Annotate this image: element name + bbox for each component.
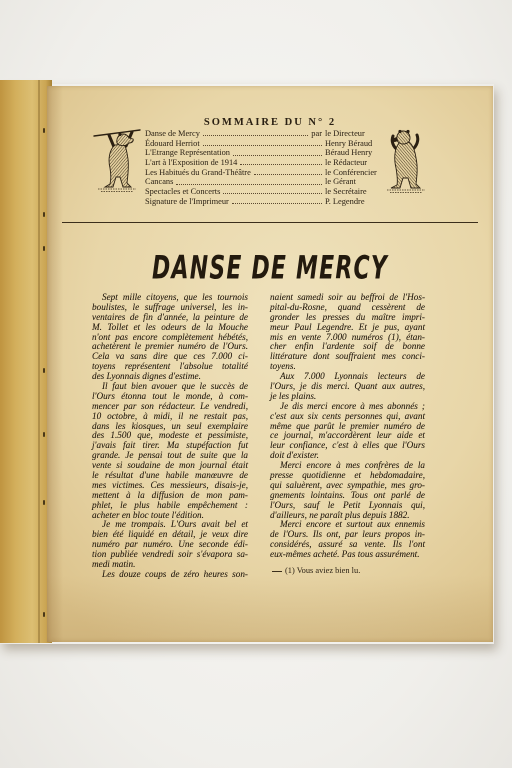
- article-paragraph: [92, 520, 248, 569]
- sommaire-entry-title: Cancans: [145, 177, 174, 187]
- sommaire-list: [145, 129, 382, 207]
- dot-leader: [223, 193, 322, 194]
- text-line: gnements lointains. Tous ont parlé de: [270, 489, 425, 500]
- text-line: leur confiance, c'est à elles que l'Ours: [270, 440, 425, 451]
- text-line: pital-du-Rosne, quand cessèrent de: [270, 301, 425, 312]
- text-line: bien été liquidé en détail, je veux dire: [92, 529, 248, 540]
- dot-leader: [203, 145, 322, 146]
- text-line: Il faut bien avouer que le succès de: [102, 381, 248, 392]
- sommaire-entry: [145, 148, 382, 158]
- binding-stitch: [43, 500, 45, 505]
- text-line: M. Tollet et les odeurs de la Mouche: [92, 321, 248, 332]
- text-line: des 1.500 que, modeste et pessimiste,: [92, 430, 248, 441]
- sommaire-entry-author: Béraud Henry: [325, 148, 373, 158]
- text-line: vente si soudaine de mon journal était: [92, 460, 248, 471]
- magazine-page: [47, 86, 493, 642]
- sommaire-entry: [145, 168, 382, 178]
- text-line: doit d'exister.: [270, 450, 319, 461]
- sommaire-entry: [145, 139, 382, 149]
- sommaire-entry: [145, 177, 382, 187]
- text-line: ventaires de fin d'année, la peinture de: [92, 311, 248, 322]
- text-line: l'Ours, je dis merci. Quant aux autres,: [270, 381, 425, 392]
- sommaire-entry-title: Les Habitués du Grand-Théâtre: [145, 167, 251, 177]
- sommaire-entry-author: le Gérant: [325, 177, 356, 187]
- section-divider: [62, 222, 478, 223]
- sommaire-entry-title: Spectacles et Concerts: [145, 187, 221, 197]
- text-line: toyens représentent l'absolue totalité: [92, 361, 248, 372]
- cover-fold: [38, 80, 40, 643]
- text-line: tion publiée vendredi soir s'évapora sa-: [92, 549, 248, 560]
- text-line: littérature dont souffraient mes conci-: [270, 351, 425, 362]
- standing-bear-icon: [383, 126, 429, 194]
- text-line: Aux 7.000 Lyonnais lecteurs de: [280, 371, 425, 382]
- sommaire-entry-title: L'art à l'Exposition de 1914: [145, 158, 238, 168]
- sommaire-entry-title: Édouard Herriot: [145, 138, 200, 148]
- sommaire-entry-author: P. Legendre: [325, 196, 365, 206]
- text-line: des Lyonnais dignes d'estime.: [92, 371, 201, 382]
- text-line: l'Ours, sauf le Petit Lyonnais qui,: [270, 499, 425, 510]
- binding-stitch: [43, 612, 45, 617]
- text-line: cher enfin l'ardente soif de bonne: [270, 341, 425, 352]
- article-paragraph: [270, 293, 425, 372]
- text-line: boulistes, le suffrage universel, les in-: [92, 301, 248, 312]
- text-line: dans les kiosques, un seul exemplaire: [92, 420, 248, 431]
- sommaire-entry-prefix: par: [311, 128, 322, 138]
- article-paragraph: [92, 570, 248, 580]
- article-title: DANSE DE MERCY: [152, 251, 388, 288]
- text-line: presse quotidienne et hebdomadaire,: [270, 470, 425, 481]
- sommaire-entry-author: Henry Béraud: [325, 138, 373, 148]
- text-line: même que parût le premier numéro de: [270, 420, 425, 431]
- sommaire-heading: SOMMAIRE DU N° 2: [203, 117, 337, 128]
- article-paragraph: [92, 293, 248, 382]
- text-line: Cela va sans dire que ces 7.000 ci-: [92, 351, 248, 362]
- text-line: mes victimes. Ces messieurs, disais-je,: [92, 479, 248, 490]
- text-line: considérés, assuré sa vente. Ils l'ont: [270, 539, 425, 550]
- text-line: n'ont pas encore complètement hébétés,: [92, 331, 248, 342]
- text-line: Sept mille citoyens, que les tournois: [102, 292, 248, 302]
- text-line: phlet, le plus habile empêchement :: [92, 499, 248, 510]
- text-line: le résultat d'une habile manœuvre de: [92, 470, 248, 481]
- sommaire-entry: [145, 187, 382, 197]
- sommaire-entry-title: L'Etrange Représentation: [145, 148, 230, 158]
- sommaire-entry-author: le Rédacteur: [325, 158, 368, 168]
- text-line: qui saluèrent, avec sympathie, mes gro-: [270, 479, 425, 490]
- text-line: Merci encore et surtout aux ennemis: [280, 519, 425, 530]
- footnote-rule: [272, 571, 282, 572]
- binding-stitch: [43, 246, 45, 251]
- binding-stitch: [43, 368, 45, 373]
- bear-with-staff-icon: [92, 127, 142, 193]
- text-line: d'ailleurs, ne paraît plus depuis 1882.: [270, 509, 410, 520]
- text-line: mis en vente 7.000 numéros (1), étan-: [270, 331, 425, 342]
- sommaire-entry: [145, 158, 382, 168]
- text-line: toyens.: [270, 361, 296, 372]
- text-line: c'est aux six cents personnes qui, avant: [270, 410, 425, 421]
- dot-leader: [176, 184, 322, 185]
- text-line: l'Ours étonna tout le monde, à com-: [92, 390, 248, 401]
- article-paragraph: [92, 382, 248, 520]
- dot-leader: [233, 155, 322, 156]
- article-paragraph: [270, 372, 425, 402]
- article-column-2: [270, 293, 425, 560]
- dot-leader: [203, 135, 308, 136]
- text-line: medi matin.: [92, 559, 136, 570]
- text-line: naient samedi soir au beffroi de l'Hos-: [270, 292, 425, 302]
- dot-leader: [254, 174, 322, 175]
- text-line: Je dis merci encore à mes abonnés ;: [280, 400, 425, 411]
- text-line: j'avais fait tirer. Ma stupéfaction fut: [92, 440, 248, 451]
- text-line: mencer par son rédacteur. Le vendredi,: [92, 400, 248, 411]
- text-line: eux-mêmes acheté. Pas tous assurément.: [270, 549, 420, 560]
- footnote: (1) Vous aviez bien lu.: [285, 566, 361, 575]
- binding-stitch: [43, 128, 45, 133]
- text-line: numéro par numéro. Une seconde édi-: [92, 539, 248, 550]
- sommaire-entry-author: le Directeur: [325, 128, 365, 138]
- article-paragraph: [270, 520, 425, 560]
- article-paragraph: [270, 461, 425, 520]
- text-line: de l'Ours. Ils ont, par leurs propos in-: [270, 529, 425, 540]
- text-line: achetèrent le premier numéro de l'Ours.: [92, 341, 248, 352]
- booklet-cover-edge: [0, 80, 52, 643]
- sommaire-entry: [145, 129, 382, 139]
- text-line: 10 octobre, à midi, il ne restait pas,: [92, 410, 248, 421]
- text-line: meur Paul Legendre. Et je pus, ayant: [270, 321, 425, 332]
- text-line: grande. Je pensai tout de suite que la: [92, 450, 248, 461]
- text-line: mettent à la diffusion de mon pam-: [92, 489, 248, 500]
- sommaire-entry: [145, 197, 382, 207]
- text-line: Je me trompais. L'Ours avait bel et: [102, 519, 248, 530]
- dot-leader: [240, 164, 322, 165]
- article-paragraph: [270, 402, 425, 461]
- sommaire-entry-title: Danse de Mercy: [145, 128, 200, 138]
- text-line: Les douze coups de zéro heures son-: [102, 568, 248, 579]
- binding-stitch: [43, 432, 45, 437]
- dot-leader: [232, 203, 322, 204]
- sommaire-entry-author: le Conférencier: [325, 167, 377, 177]
- text-line: acheter en bloc toute l'édition.: [92, 509, 204, 520]
- text-line: Merci encore à mes confrères de la: [280, 460, 425, 471]
- article-column-1: [92, 293, 248, 580]
- sommaire-entry-author: le Secrétaire: [325, 187, 367, 197]
- binding-stitch: [43, 212, 45, 217]
- text-line: je les plains.: [270, 390, 317, 401]
- text-line: gronder les presses du maître impri-: [270, 311, 425, 322]
- text-line: ce journal, m'accordèrent leur aide et: [270, 430, 425, 441]
- sommaire-entry-title: Signature de l'Imprimeur: [145, 196, 229, 206]
